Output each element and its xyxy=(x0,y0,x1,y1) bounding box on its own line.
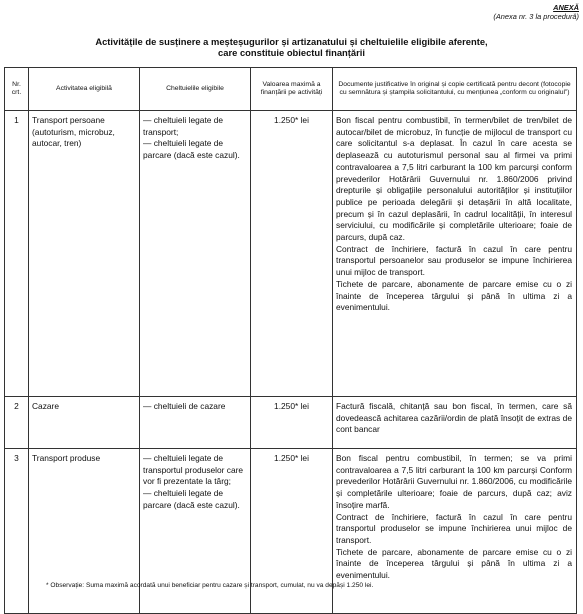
document-paragraph: Contract de închiriere, factură în cazul în care pentru transportul persoanelor sau produselor se impune închirierea unui mijloc de transport. xyxy=(336,243,572,278)
row-expenses xyxy=(140,397,251,449)
table-row xyxy=(5,397,577,449)
document-paragraph: Contract de închiriere, factură în cazul în care pentru transportul produselor se impune închirierea unui mijloc de transport. xyxy=(336,511,572,545)
expense-item: — cheltuieli legate de parcare (dacă este cazul). xyxy=(143,138,240,161)
page-title-line1: Activitățile de susținere a meșteșugurilor și artizanatului și cheltuielile eligibile aferente, xyxy=(95,36,488,47)
annex-title: ANEXĂ xyxy=(553,3,579,12)
expense-item: — cheltuieli de cazare xyxy=(143,401,226,411)
table-row xyxy=(5,111,577,397)
header-expenses: Cheltuielile eligibile xyxy=(140,68,251,111)
row-expenses xyxy=(140,111,251,397)
annex-reference: (Anexa nr. 3 la procedură) xyxy=(493,12,579,21)
eligible-expenses-table xyxy=(4,67,577,614)
row-documents xyxy=(333,397,577,449)
expense-item: — cheltuieli legate de transport; xyxy=(143,115,224,137)
table-header-row xyxy=(5,68,577,111)
header-documents: Documente justificative în original și copie certificată pentru decont (fotocopie cu semnătura și ștampila solicitantului, cu mențiunea „conform cu originalul”) xyxy=(333,68,577,111)
footnote: * Observație: Suma maximă acordată unui beneficiar pentru cazare și transport, cumulat, nu va depăși 1.250 lei. xyxy=(46,582,374,589)
header-value: Valoarea maximă a finanțării pe activități xyxy=(251,68,333,111)
annex-header xyxy=(493,3,579,21)
document-paragraph: Bon fiscal pentru combustibil, în termen; se va primi contravaloarea a 7,5 litri carburant la 100 km parcurși Conform prevederilor Hotărârii Guvernului nr. 1.860/2006, cu modificările și completările ulterioare; foaie de parcurs, după caz; aviz însoțire marfă. xyxy=(336,453,572,510)
row-nr: 2 xyxy=(5,397,29,449)
header-activity: Activitatea eligibilă xyxy=(29,68,140,111)
document-paragraph: Tichete de parcare, abonamente de parcare emise cu o zi înainte de începerea târgului și până în ultima zi a evenimentului. xyxy=(336,546,572,581)
document-paragraph: Factură fiscală, chitanță sau bon fiscal, în termen, care să dovedească achitarea cazării/ordin de plată însoțit de extras de cont bancar xyxy=(336,401,572,435)
page-title-line2: care constituie obiectul finanțării xyxy=(218,47,365,58)
expense-item: — cheltuieli legate de parcare (dacă este cazul). xyxy=(143,488,240,510)
row-activity: Transport persoane (autoturism, microbuz, autocar, tren) xyxy=(29,111,140,397)
row-activity: Cazare xyxy=(29,397,140,449)
row-value: 1.250* lei xyxy=(251,111,333,397)
row-documents xyxy=(333,111,577,397)
row-value: 1.250* lei xyxy=(251,397,333,449)
document-paragraph: Bon fiscal pentru combustibil, în termen/bilet de tren/bilet de autocar/bilet de microbuz, în funcție de mijlocul de transport cu care solicitantul s-a deplasat. În cazul în care acesta se deplasează cu autoturismul personal sau al firmei va primi contravaloarea a 7,5 litri carburant la 100 km parcurși conform prevederilor Hotărârii Guvernului nr. 1.860/2006 privind drepturile și obligațiile personalului autorităților și instituțiilor publice pe perioada delegării și detașării în altă localitate, precum și în cazul deplasării, în cadrul localității, în interesul serviciului, cu modificările și completările ulterioare; foaie de parcurs, după caz. xyxy=(336,115,572,243)
document-paragraph: Tichete de parcare, abonamente de parcare emise cu o zi înainte de începerea târgului și până în ultima zi a evenimentului. xyxy=(336,278,572,313)
row-nr: 3 xyxy=(5,449,29,614)
row-activity: Transport produse xyxy=(29,449,140,614)
row-value: 1.250* lei xyxy=(251,449,333,614)
row-nr: 1 xyxy=(5,111,29,397)
page-title xyxy=(0,36,583,58)
expense-item: — cheltuieli legate de transportul produselor care vor fi prezentate la târg; xyxy=(143,453,244,487)
header-nr: Nr. crt. xyxy=(5,68,29,111)
